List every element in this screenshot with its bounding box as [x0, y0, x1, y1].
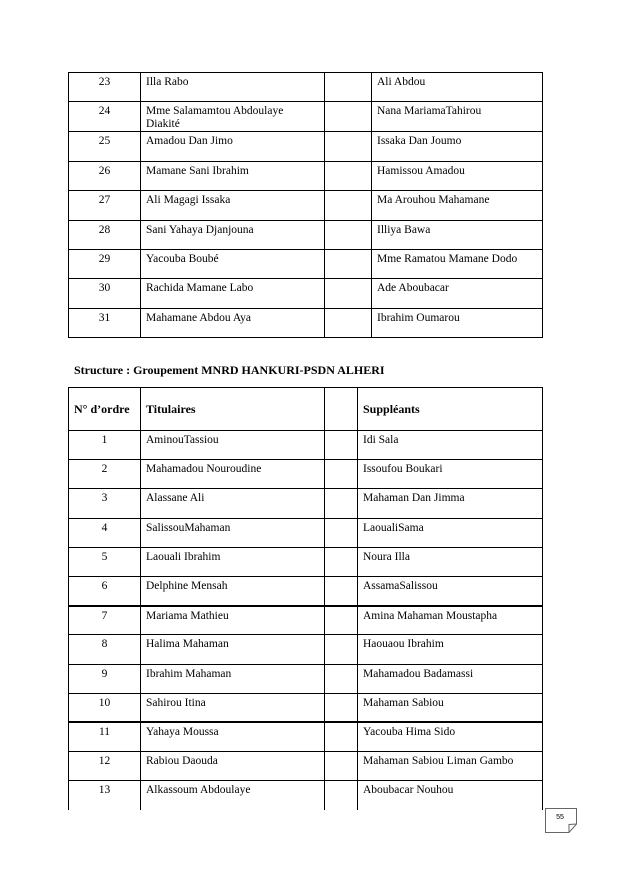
titulaire-name: Mahamadou Nouroudine — [141, 460, 325, 489]
table-row — [69, 547, 543, 576]
suppleant-name: Haouaou Ibrahim — [358, 635, 543, 664]
spacer-cell — [325, 161, 372, 190]
row-number: 9 — [69, 664, 141, 693]
suppleant-name: Hamissou Amadou — [372, 161, 543, 190]
members-table-groupement — [68, 387, 543, 810]
titulaire-name: Mahamane Abdou Aya — [141, 308, 325, 337]
suppleant-name: Ade Aboubacar — [372, 279, 543, 308]
row-number: 6 — [69, 576, 141, 605]
table-row — [69, 279, 543, 308]
row-number: 25 — [69, 132, 141, 161]
spacer-cell — [325, 132, 372, 161]
header-spacer — [325, 388, 358, 431]
titulaire-name: Laouali Ibrahim — [141, 547, 325, 576]
row-number: 30 — [69, 279, 141, 308]
table-row — [69, 220, 543, 249]
suppleant-name: Noura Illa — [358, 547, 543, 576]
spacer-cell — [325, 722, 358, 751]
spacer-cell — [325, 73, 372, 102]
header-suppleants: Suppléants — [358, 388, 543, 431]
suppleant-name: Mahaman Dan Jimma — [358, 489, 543, 518]
row-number: 24 — [69, 102, 141, 132]
spacer-cell — [325, 102, 372, 132]
table-row — [69, 460, 543, 489]
suppleant-name: Mahamadou Badamassi — [358, 664, 543, 693]
row-number: 23 — [69, 73, 141, 102]
row-number: 13 — [69, 781, 141, 810]
table-row — [69, 102, 543, 132]
titulaire-name: Delphine Mensah — [141, 576, 325, 605]
table-row — [69, 781, 543, 810]
suppleant-name: Illiya Bawa — [372, 220, 543, 249]
row-number: 12 — [69, 752, 141, 781]
table-row — [69, 664, 543, 693]
table-row — [69, 73, 543, 102]
titulaire-name: Yacouba Boubé — [141, 249, 325, 278]
row-number: 29 — [69, 249, 141, 278]
titulaire-name: AminouTassiou — [141, 431, 325, 460]
row-number: 26 — [69, 161, 141, 190]
spacer-cell — [325, 781, 358, 810]
suppleant-name: Aboubacar Nouhou — [358, 781, 543, 810]
spacer-cell — [325, 460, 358, 489]
suppleant-name: Ma Arouhou Mahamane — [372, 191, 543, 220]
titulaire-name: Mamane Sani Ibrahim — [141, 161, 325, 190]
header-num: N° d’ordre — [69, 388, 141, 431]
titulaire-name: Mme Salamamtou Abdoulaye Diakité — [141, 102, 325, 132]
row-number: 31 — [69, 308, 141, 337]
suppleant-name: Idi Sala — [358, 431, 543, 460]
suppleant-name: Ali Abdou — [372, 73, 543, 102]
titulaire-name: SalissouMahaman — [141, 518, 325, 547]
table-row — [69, 308, 543, 337]
table-header-row — [69, 388, 543, 431]
spacer-cell — [325, 249, 372, 278]
spacer-cell — [325, 279, 372, 308]
suppleant-name: Ibrahim Oumarou — [372, 308, 543, 337]
members-table-continued — [68, 72, 543, 338]
row-number: 2 — [69, 460, 141, 489]
table-row — [69, 693, 543, 722]
header-titulaires: Titulaires — [141, 388, 325, 431]
table-row — [69, 191, 543, 220]
suppleant-name: LaoualiSama — [358, 518, 543, 547]
row-number: 10 — [69, 693, 141, 722]
titulaire-name: Mariama Mathieu — [141, 606, 325, 635]
titulaire-name: Halima Mahaman — [141, 635, 325, 664]
spacer-cell — [325, 664, 358, 693]
table-row — [69, 132, 543, 161]
table-row — [69, 606, 543, 635]
suppleant-name: Issaka Dan Joumo — [372, 132, 543, 161]
spacer-cell — [325, 752, 358, 781]
suppleant-name: Amina Mahaman Moustapha — [358, 606, 543, 635]
suppleant-name: Mahaman Sabiou — [358, 693, 543, 722]
row-number: 3 — [69, 489, 141, 518]
titulaire-name: Yahaya Moussa — [141, 722, 325, 751]
spacer-cell — [325, 220, 372, 249]
titulaire-name: Ibrahim Mahaman — [141, 664, 325, 693]
section-title: Structure : Groupement MNRD HANKURI-PSDN ALHERI — [74, 363, 385, 377]
spacer-cell — [325, 308, 372, 337]
table-row — [69, 161, 543, 190]
row-number: 4 — [69, 518, 141, 547]
suppleant-name: Issoufou Boukari — [358, 460, 543, 489]
titulaire-name: Alassane Ali — [141, 489, 325, 518]
suppleant-name: AssamaSalissou — [358, 576, 543, 605]
table-row — [69, 722, 543, 751]
titulaire-name: Rachida Mamane Labo — [141, 279, 325, 308]
table-row — [69, 576, 543, 605]
titulaire-name: Ali Magagi Issaka — [141, 191, 325, 220]
table-row — [69, 431, 543, 460]
titulaire-name: Sahirou Itina — [141, 693, 325, 722]
table-row — [69, 249, 543, 278]
spacer-cell — [325, 606, 358, 635]
spacer-cell — [325, 693, 358, 722]
spacer-cell — [325, 489, 358, 518]
row-number: 5 — [69, 547, 141, 576]
row-number: 28 — [69, 220, 141, 249]
table-row — [69, 752, 543, 781]
row-number: 8 — [69, 635, 141, 664]
page-number: 55 — [556, 814, 564, 821]
spacer-cell — [325, 547, 358, 576]
spacer-cell — [325, 518, 358, 547]
suppleant-name: Mme Ramatou Mamane Dodo — [372, 249, 543, 278]
suppleant-name: Yacouba Hima Sido — [358, 722, 543, 751]
spacer-cell — [325, 191, 372, 220]
spacer-cell — [325, 576, 358, 605]
titulaire-name: Illa Rabo — [141, 73, 325, 102]
titulaire-name: Alkassoum Abdoulaye — [141, 781, 325, 810]
table-row — [69, 635, 543, 664]
page-number-badge — [545, 808, 577, 832]
titulaire-name: Rabiou Daouda — [141, 752, 325, 781]
row-number: 7 — [69, 606, 141, 635]
titulaire-name: Amadou Dan Jimo — [141, 132, 325, 161]
titulaire-name: Sani Yahaya Djanjouna — [141, 220, 325, 249]
table-row — [69, 489, 543, 518]
spacer-cell — [325, 431, 358, 460]
row-number: 1 — [69, 431, 141, 460]
spacer-cell — [325, 635, 358, 664]
row-number: 11 — [69, 722, 141, 751]
row-number: 27 — [69, 191, 141, 220]
suppleant-name: Nana MariamaTahirou — [372, 102, 543, 132]
suppleant-name: Mahaman Sabiou Liman Gambo — [358, 752, 543, 781]
table-row — [69, 518, 543, 547]
